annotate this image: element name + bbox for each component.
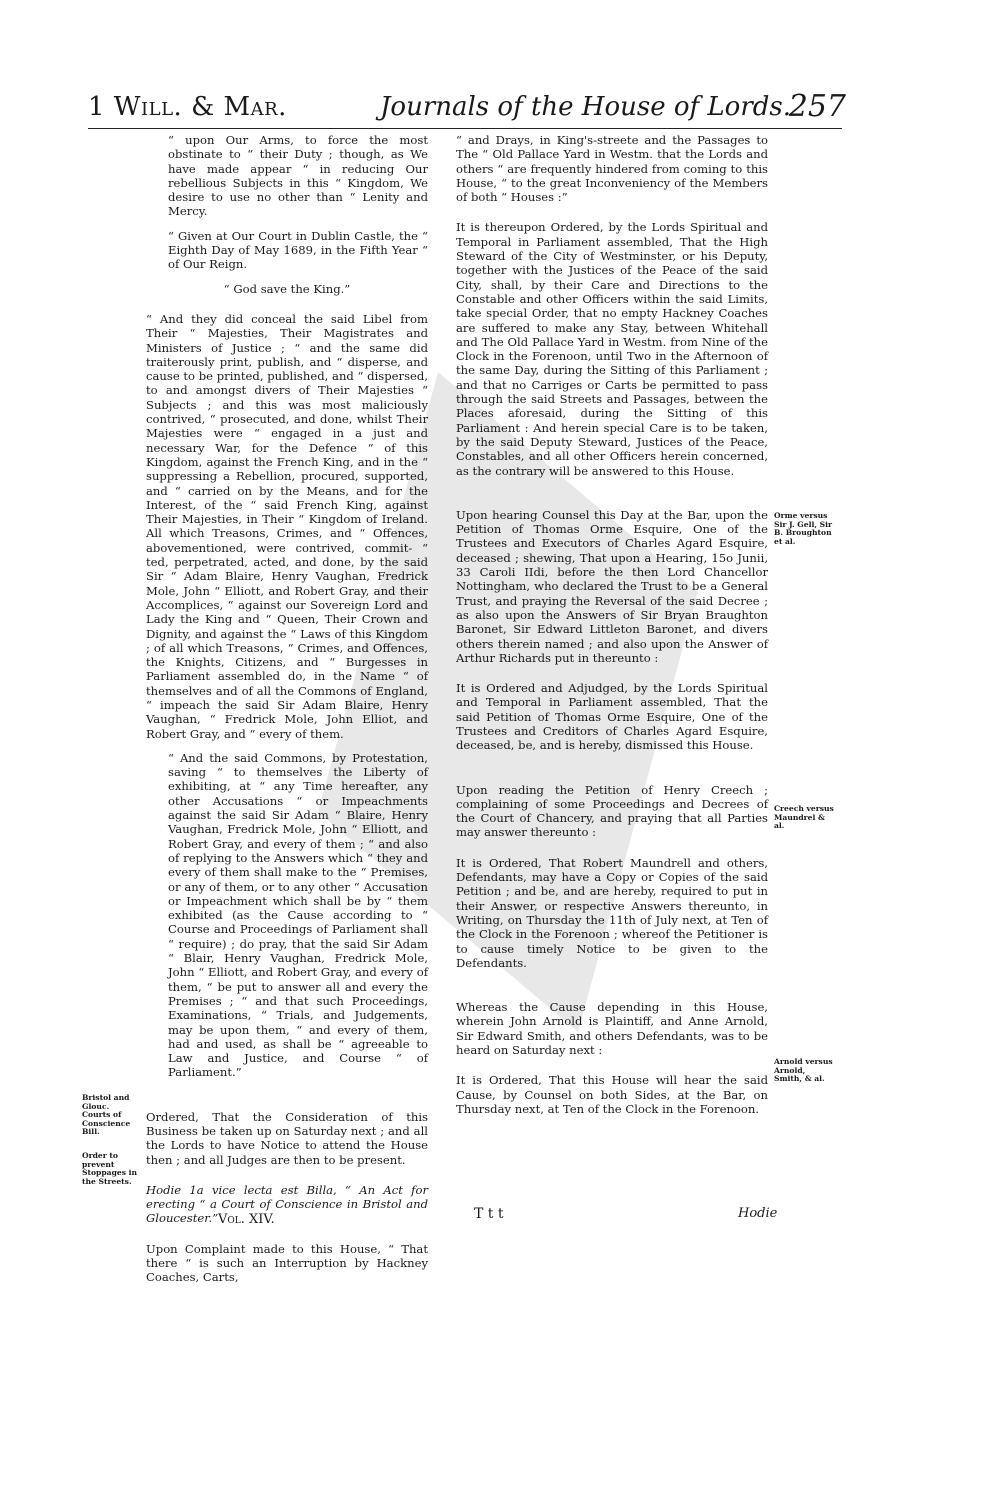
volume-mark: Vol. XIV. <box>218 1212 275 1227</box>
complaint-hackney-coaches: Upon Complaint made to this House, “ That there “ is such an Interruption by Hackney Coaches, Carts, <box>146 1241 428 1285</box>
complaint-continued: “ and Drays, in King's-streete and the Passages to The “ Old Pallace Yard in Westm. that the Lords and others “ are frequently hindered from coming to this House, “ to the great Inconveniency of the Members of both “ Houses :” <box>456 133 768 205</box>
signature-mark: T t t <box>474 1206 504 1222</box>
orme-petition-hearing: Upon hearing Counsel this Day at the Bar, upon the Petition of Thomas Orme Esquire, One of the Trustees and Executors of Charles Agard Esquire, deceased ; shewing, That upon a Hearing, 15o Junii, 33 Caroli IIdi, before the then Lord Chancellor Nottingham, who declared the Trust to be a General Trust, and praying the Reversal of the said Decree ; as also upon the Answers of Sir Bryan Braughton Baronet, Sir Edward Littleton Baronet, and divers others therein named ; and also upon the Answer of Arthur Richards put in thereunto : <box>456 507 768 665</box>
orme-petition-dismissed: It is Ordered and Adjudged, by the Lords Spiritual and Temporal in Parliament assembled, That the said Petition of Thomas Orme Esquire, One of the Trustees and Creditors of Charles Agard Esquire, deceased, be, and is hereby, dismissed this House. <box>456 681 768 753</box>
impeachment-charges: “ And they did conceal the said Libel from Their “ Majesties, Their Magistrates and Ministers of Justice ; “ and the same did traiterously print, publish, and “ disperse, and cause to be printed, published, and “ dispersed, to and amongst divers of Their Majesties “ Subjects ; and this was most maliciously contrived, “ prosecuted, and done, whilst Their Majesties were “ engaged in a just and necessary War, for the Defence “ of this Kingdom, against the French King, and in the “ suppressing a Rebellion, procured, supported, and “ carried on by the Means, and for the Interest, of the “ said French King, against Their Majesties, in Their “ Kingdom of Ireland. All which Treasons, Crimes, and “ Offences, abovementioned, were contrived, commit- “ ted, perpetrated, acted, and done, by the said Sir “ Adam Blaire, Henry Vaughan, Fredrick Mole, John “ Elliott, and Robert Gray, and their Accomplices, “ against our Sovereign Lord and Lady the King and “ Queen, Their Crown and Dignity, and against the “ Laws of this Kingdom ; of all which Treasons, “ Crimes, and Offences, the Knights, Citizens, and “ Burgesses in Parliament assembled do, in the Name “ of themselves and of all the Commons of England, “ impeach the said Sir Adam Blaire, Henry Vaughan, “ Fredrick Mole, John Elliot, and Robert Gray, and “ every of them. <box>146 311 428 741</box>
proclamation-dateline: “ Given at Our Court in Dublin Castle, the “ Eighth Day of May 1689, in the Fifth Year “ of Our Reign. <box>168 228 428 272</box>
proclamation-end: “ upon Our Arms, to force the most obstinate to “ their Duty ; though, as We have made appear “ in reducing Our rebellious Subjects in this “ Kingdom, We desire to use no other than “ Lenity and Mercy. <box>168 133 428 219</box>
left-column <box>146 133 428 1285</box>
margin-note-arnold: Arnold versus Arnold, Smith, & al. <box>774 1057 833 1084</box>
order-consideration: Ordered, That the Consideration of this Business be taken up on Saturday next ; and all the Lords to have Notice to attend the House then ; and all Judges are then to be present. <box>146 1109 428 1167</box>
order-hackney-coaches: It is thereupon Ordered, by the Lords Spiritual and Temporal in Parliament assembled, That the High Steward of the City of Westminster, or his Deputy, together with the Justices of the Peace of the said City, shall, by their Care and Directions to the Constable and other Officers within the said Limits, take special Order, that no empty Hackney Coaches are suffered to make any Stay, between Whitehall and The Old Pallace Yard in Westm. from Nine of the Clock in the Forenoon, until Two in the Afternoon of the same Day, during the Sitting of this Parliament ; and that no Carriges or Carts be permitted to pass through the said Streets and Passages, between the Places aforesaid, during the Sitting of this Parliament : And herein special Care is to be taken, by the said Deputy Steward, Justices of the Peace, Constables, and all other Officers herein concerned, as the contrary will be answered to this House. <box>456 220 768 478</box>
god-save-the-king: “ God save the King.” <box>223 281 351 296</box>
arnold-cause: Whereas the Cause depending in this House, wherein John Arnold is Plaintiff, and Anne Arnold, Sir Edward Smith, and others Defendants, was to be heard on Saturday next : <box>456 1000 768 1058</box>
commons-protestation: “ And the said Commons, by Protestation, saving “ to themselves the Liberty of exhibiting, at “ any Time hereafter, any other Accusations “ or Impeachments against the said Sir Adam “ Blaire, Henry Vaughan, Fredrick Mole, John “ Elliott, and Robert Gray, and every of them ; “ and also of replying to the Answers which “ they and every of them shall make to the “ Premises, or any of them, or to any other “ Accusation or Impeachment which shall be by “ them exhibited (as the Cause according to “ Course and Proceedings of Parliament shall “ require) ; do pray, that the said Sir Adam “ Blair, Henry Vaughan, Fredrick Mole, John “ Elliott, and Robert Gray, and every of them, “ be put to answer all and every the Premises ; “ and that such Proceedings, Examinations, “ Trials, and Judgements, may be upon them, “ and every of them, had and used, as shall be “ agreeable to Law and Justice, and Course “ of Parliament.” <box>168 750 428 1080</box>
margin-note-bristol-bill: Bristol and Glouc. Courts of Conscience Bill. <box>82 1093 131 1137</box>
running-head-title: Journals of the House of Lords. <box>380 92 792 122</box>
right-column <box>456 133 768 1116</box>
arnold-order: It is Ordered, That this House will hear the said Cause, by Counsel on both Sides, at the Bar, on Thursday next, at Ten of the Clock in the Forenoon. <box>456 1073 768 1116</box>
running-head-regnal-year: 1 Will. & Mar. <box>88 92 287 122</box>
catchword: Hodie <box>738 1206 778 1221</box>
page-number: 257 <box>788 89 846 124</box>
page-header <box>88 78 846 129</box>
margin-note-creech: Creech versus Maundrel & al. <box>774 804 834 831</box>
creech-petition: Upon reading the Petition of Henry Creech ; complaining of some Proceedings and Decrees of the Court of Chancery, and praying that all Parties may answer thereunto : <box>456 782 768 840</box>
bill-first-reading: Hodie 1a vice lecta est Billa, “ An Act for erecting “ a Court of Conscience in Bristol and Gloucester.” <box>146 1182 428 1226</box>
margin-note-stoppages: Order to prevent Stoppages in the Streets. <box>82 1151 138 1186</box>
margin-note-orme: Orme versus Sir J. Gell, Sir B. Broughton et al. <box>774 511 833 546</box>
creech-order: It is Ordered, That Robert Maundrell and others, Defendants, may have a Copy or Copies of the said Petition ; and be, and are hereby, required to put in their Answer, or respective Answers thereunto, in Writing, on Thursday the 11th of July next, at Ten of the Clock in the Forenoon ; whereof the Petitioner is to cause timely Notice to be given to the Defendants. <box>456 855 768 970</box>
